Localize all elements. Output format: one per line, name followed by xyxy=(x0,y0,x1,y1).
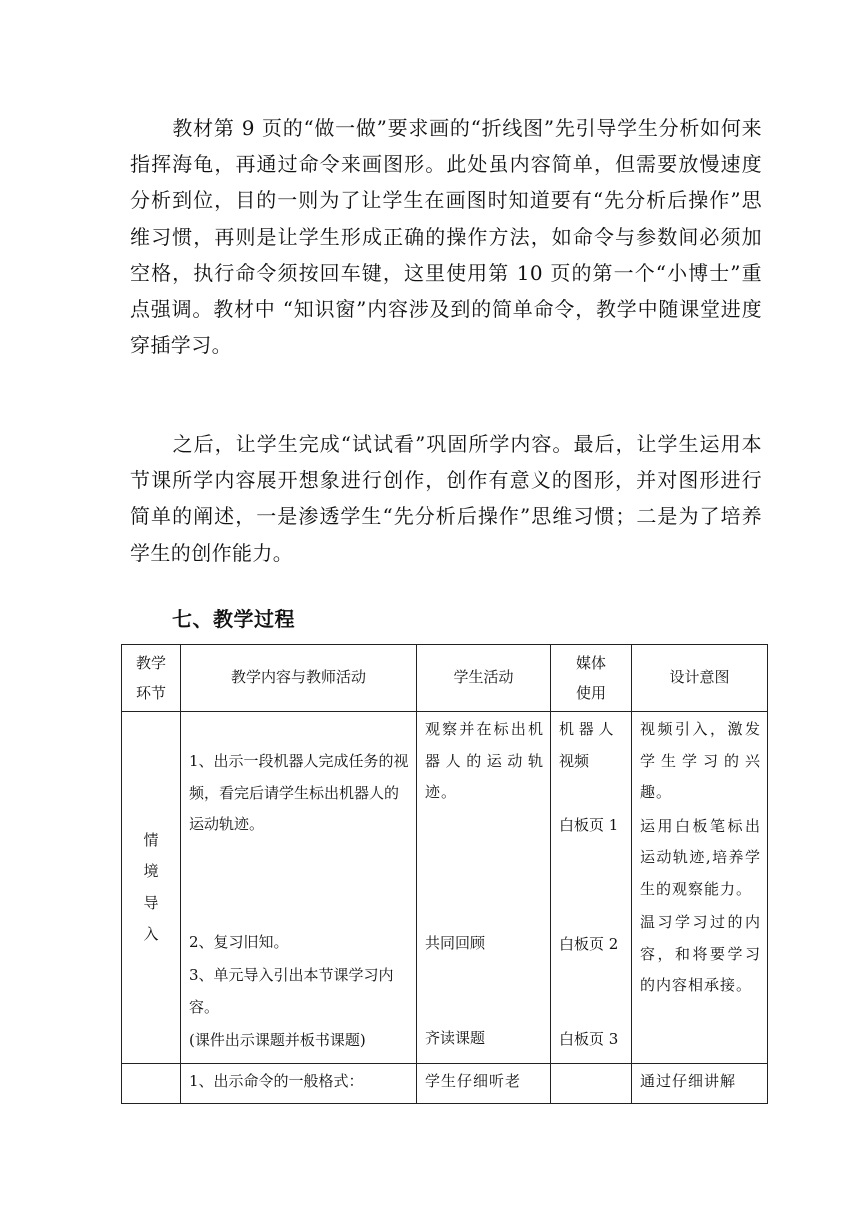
student-cell-2: 学生仔细听老 xyxy=(417,1064,551,1104)
teaching-process-table xyxy=(121,644,768,1104)
content-cell-2: 1、出示命令的一般格式： xyxy=(181,1064,417,1104)
student-item-2: 共同回顾 xyxy=(425,933,486,952)
intent-cell xyxy=(632,712,768,1064)
paragraph-2 xyxy=(130,426,762,571)
header-media: 媒体 使用 xyxy=(551,645,632,712)
media-item-3: 白板页 2 xyxy=(559,934,619,953)
content-item-2: 2、复习旧知。 xyxy=(189,932,289,951)
stage-cell: 情 境 导 入 xyxy=(122,712,181,1064)
media-item-1: 机 器 人 视频 xyxy=(559,720,614,770)
intent-item-2: 运用白板笔标出运动轨迹,培养学生的观察能力。 xyxy=(640,816,761,898)
table-header-row xyxy=(122,645,768,712)
student-item-1: 观察并在标出机器人的运动轨迹。 xyxy=(425,720,544,801)
paragraph-1-text: 教材第 9 页的“做一做”要求画的“折线图”先引导学生分析如何来指挥海龟，再通过命令来画图形。此处虽内容简单，但需要放慢速度分析到位，目的一则为了让学生在画图时知道要有“先分析后操作”思维习惯，再则是让学生形成正确的操作方法，如命令与参数间必须加空格，执行命令须按回车键，这里使用第 10 页的第一个“小博士”重点强调。教材中 “知识窗”内容涉及到的简单命令，教学中随课堂进度穿插学习。 xyxy=(130,116,762,358)
media-item-2: 白板页 1 xyxy=(559,816,619,834)
media-cell-2 xyxy=(551,1064,632,1104)
paragraph-2-text: 之后，让学生完成“试试看”巩固所学内容。最后，让学生运用本节课所学内容展开想象进行创作，创作有意义的图形，并对图形进行简单的阐述，一是渗透学生“先分析后操作”思维习惯；二是为了培养学生的创作能力。 xyxy=(130,432,762,565)
table-row xyxy=(122,712,768,1064)
header-stage: 教学 环节 xyxy=(122,645,181,712)
header-intent: 设计意图 xyxy=(632,645,768,712)
student-item-3: 齐读课题 xyxy=(425,1029,486,1047)
content-item-1: 1、出示一段机器人完成任务的视频，看完后请学生标出机器人的运动轨迹。 xyxy=(189,752,409,833)
student-cell xyxy=(417,712,551,1064)
content-cell xyxy=(181,712,417,1064)
intent-cell-2: 通过仔细讲解 xyxy=(632,1064,768,1104)
header-student: 学生活动 xyxy=(417,645,551,712)
content-item-3: 3、单元导入引出本节课学习内容。 xyxy=(189,966,394,1016)
stage-cell-2 xyxy=(122,1064,181,1104)
header-content: 教学内容与教师活动 xyxy=(181,645,417,712)
intent-item-3: 温习学习过的内容，和将要学习的内容相承接。 xyxy=(640,913,761,994)
section-heading: 七、教学过程 xyxy=(172,607,295,631)
media-cell xyxy=(551,712,632,1064)
paragraph-1 xyxy=(130,110,762,363)
content-item-4: (课件出示课题并板书课题) xyxy=(189,1031,366,1049)
media-item-4: 白板页 3 xyxy=(559,1030,619,1048)
intent-item-1: 视频引入，激发学生学习的兴趣。 xyxy=(640,720,761,801)
table-row xyxy=(122,1064,768,1104)
